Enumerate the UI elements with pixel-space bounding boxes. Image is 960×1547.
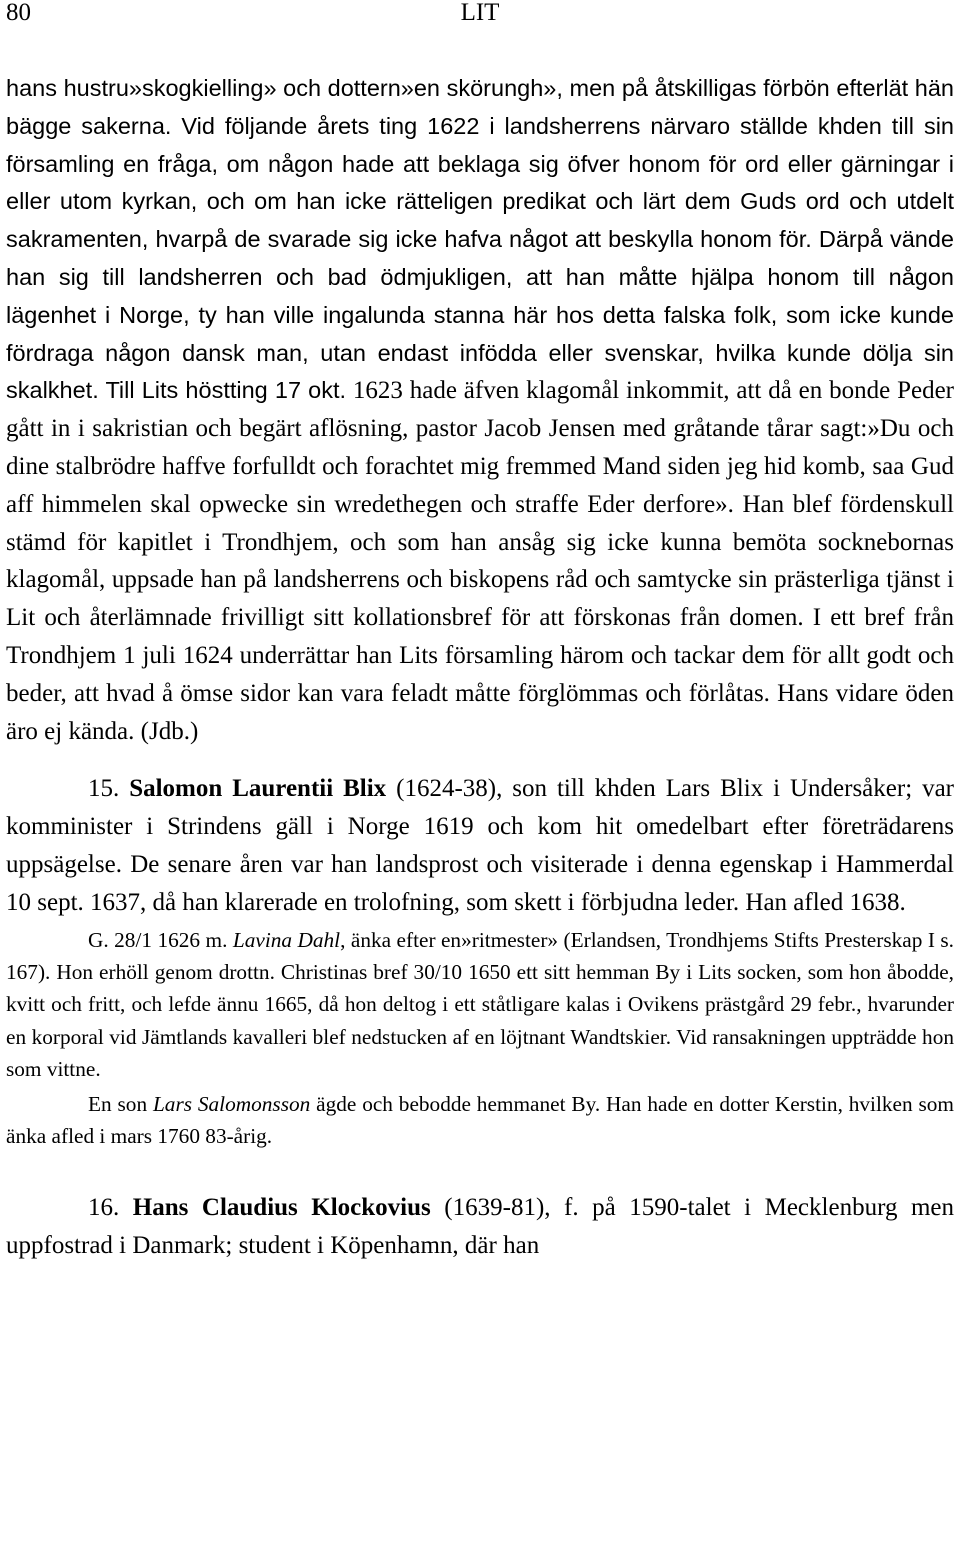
- page-header: [6, 0, 954, 26]
- note-text: ägde och bebodde hemmanet By. Han hade en dotter Kerstin, hvilken som änka afled i mars 1760 83-årig.: [6, 1091, 954, 1148]
- page-number: 80: [6, 0, 31, 26]
- paragraph-text-serif: 1623 hade äfven klagomål inkommit, att då en bonde Peder gått in i sakristian och begärt aflösning, pastor Jacob Jensen med gråtande tårar sagt:»Du och dine stalbrödre haffve forfulldt och forachtet mig fremmed Mand siden jeg hid komb, saa Gud aff himmelen skal opwecke sin wredethegen och straffe Eder derfore». Han blef fördenskull stämd för kapitlet i Trondhjem, och som han ansåg sig icke kunna bemöta socknebornas klagomål, uppsade han på landsherrens och biskopens råd och samtycke sin prästerliga tjänst i Lit och återlämnade frivilligt sitt kollationsbref för att förskonas från domen. I ett bref från Trondhjem 1 juli 1624 underrättar han Lits församling härom och tackar dem för allt godt och beder, att hvad å ömse sidor kan vara feladt måtte förglömmas och förlåtas. Hans vidare öden äro ej kända. (Jdb.): [6, 377, 954, 745]
- footnote-marriage: [6, 924, 954, 1086]
- entry-16: [6, 1189, 954, 1265]
- body-paragraph: [6, 70, 954, 750]
- son-name: Lars Salomonsson: [152, 1091, 311, 1116]
- entry-name: Hans Claudius Klockovius: [132, 1194, 431, 1222]
- entry-number: 15.: [88, 775, 120, 803]
- footnote-son: [6, 1088, 954, 1153]
- note-text: , änka efter en»ritmester» (Erlandsen, Trondhjems Stifts Presterskap I s. 167). Hon erhöll genom drottn. Christinas bref 30/10 1650 ett sitt hemman By i Lits socken, som hon åbodde, kvitt och fritt, och lefde ännu 1665, då hon deltog i ett ståtligare kalas i Ovikens prästgård 29 febr., hvarunder en korporal vid Jämtlands kavalleri blef nedstucken af en löjtnant Wandtskier. Vid ransakningen uppträdde hon som vittne.: [6, 927, 955, 1082]
- entry-number: 16.: [88, 1194, 120, 1222]
- entry-text: (1639-81), f. på 1590-talet i Mecklenburg men uppfostrad i Danmark; student i Köpenhamn, där han: [6, 1194, 955, 1260]
- entry-15: [6, 770, 954, 921]
- note-lead: En son: [88, 1091, 153, 1116]
- note-lead: G. 28/1 1626 m.: [88, 927, 233, 952]
- paragraph-text-sans: hans hustru»skogkielling» och dottern»en skörungh», men på åtskilligas förbön efterlät hän bägge sakerna. Vid följande årets ting 1622 i landsherrens närvaro ställde khden till sin församling en fråga, om någon hade att beklaga sig öfver honom för ord eller gärningar i eller utom kyrkan, och om han icke rätteligen predikat och lärt dem Guds ord och utdelt sakramenten, hvarpå de svarade sig icke hafva något att beskylla honom för. Därpå vände han sig till landsherren och bad ödmjukligen, att han måtte hjälpa honom till någon lägenhet i Norge, ty han ville ingalunda stanna här hos detta falska folk, som icke kunde fördraga någon dansk man, utan endast infödda eller svenskar, hvilka kunde dölja sin skalkhet. Till Lits höstting 17 okt.: [6, 75, 954, 404]
- running-head: LIT: [460, 0, 500, 26]
- spouse-name: Lavina Dahl: [232, 927, 341, 952]
- entry-name: Salomon Laurentii Blix: [129, 775, 387, 803]
- document-page: [6, 0, 954, 1265]
- entry-text: (1624-38), son till khden Lars Blix i Undersåker; var komminister i Strindens gäll i Norge 1619 och kom hit omedelbart efter företrädarens uppsägelse. De senare åren var han landsprost och visiterade i denna egenskap i Hammerdal 10 sept. 1637, då han klarerade en trolofning, som skett i förbjudna leder. Han afled 1638.: [6, 775, 955, 916]
